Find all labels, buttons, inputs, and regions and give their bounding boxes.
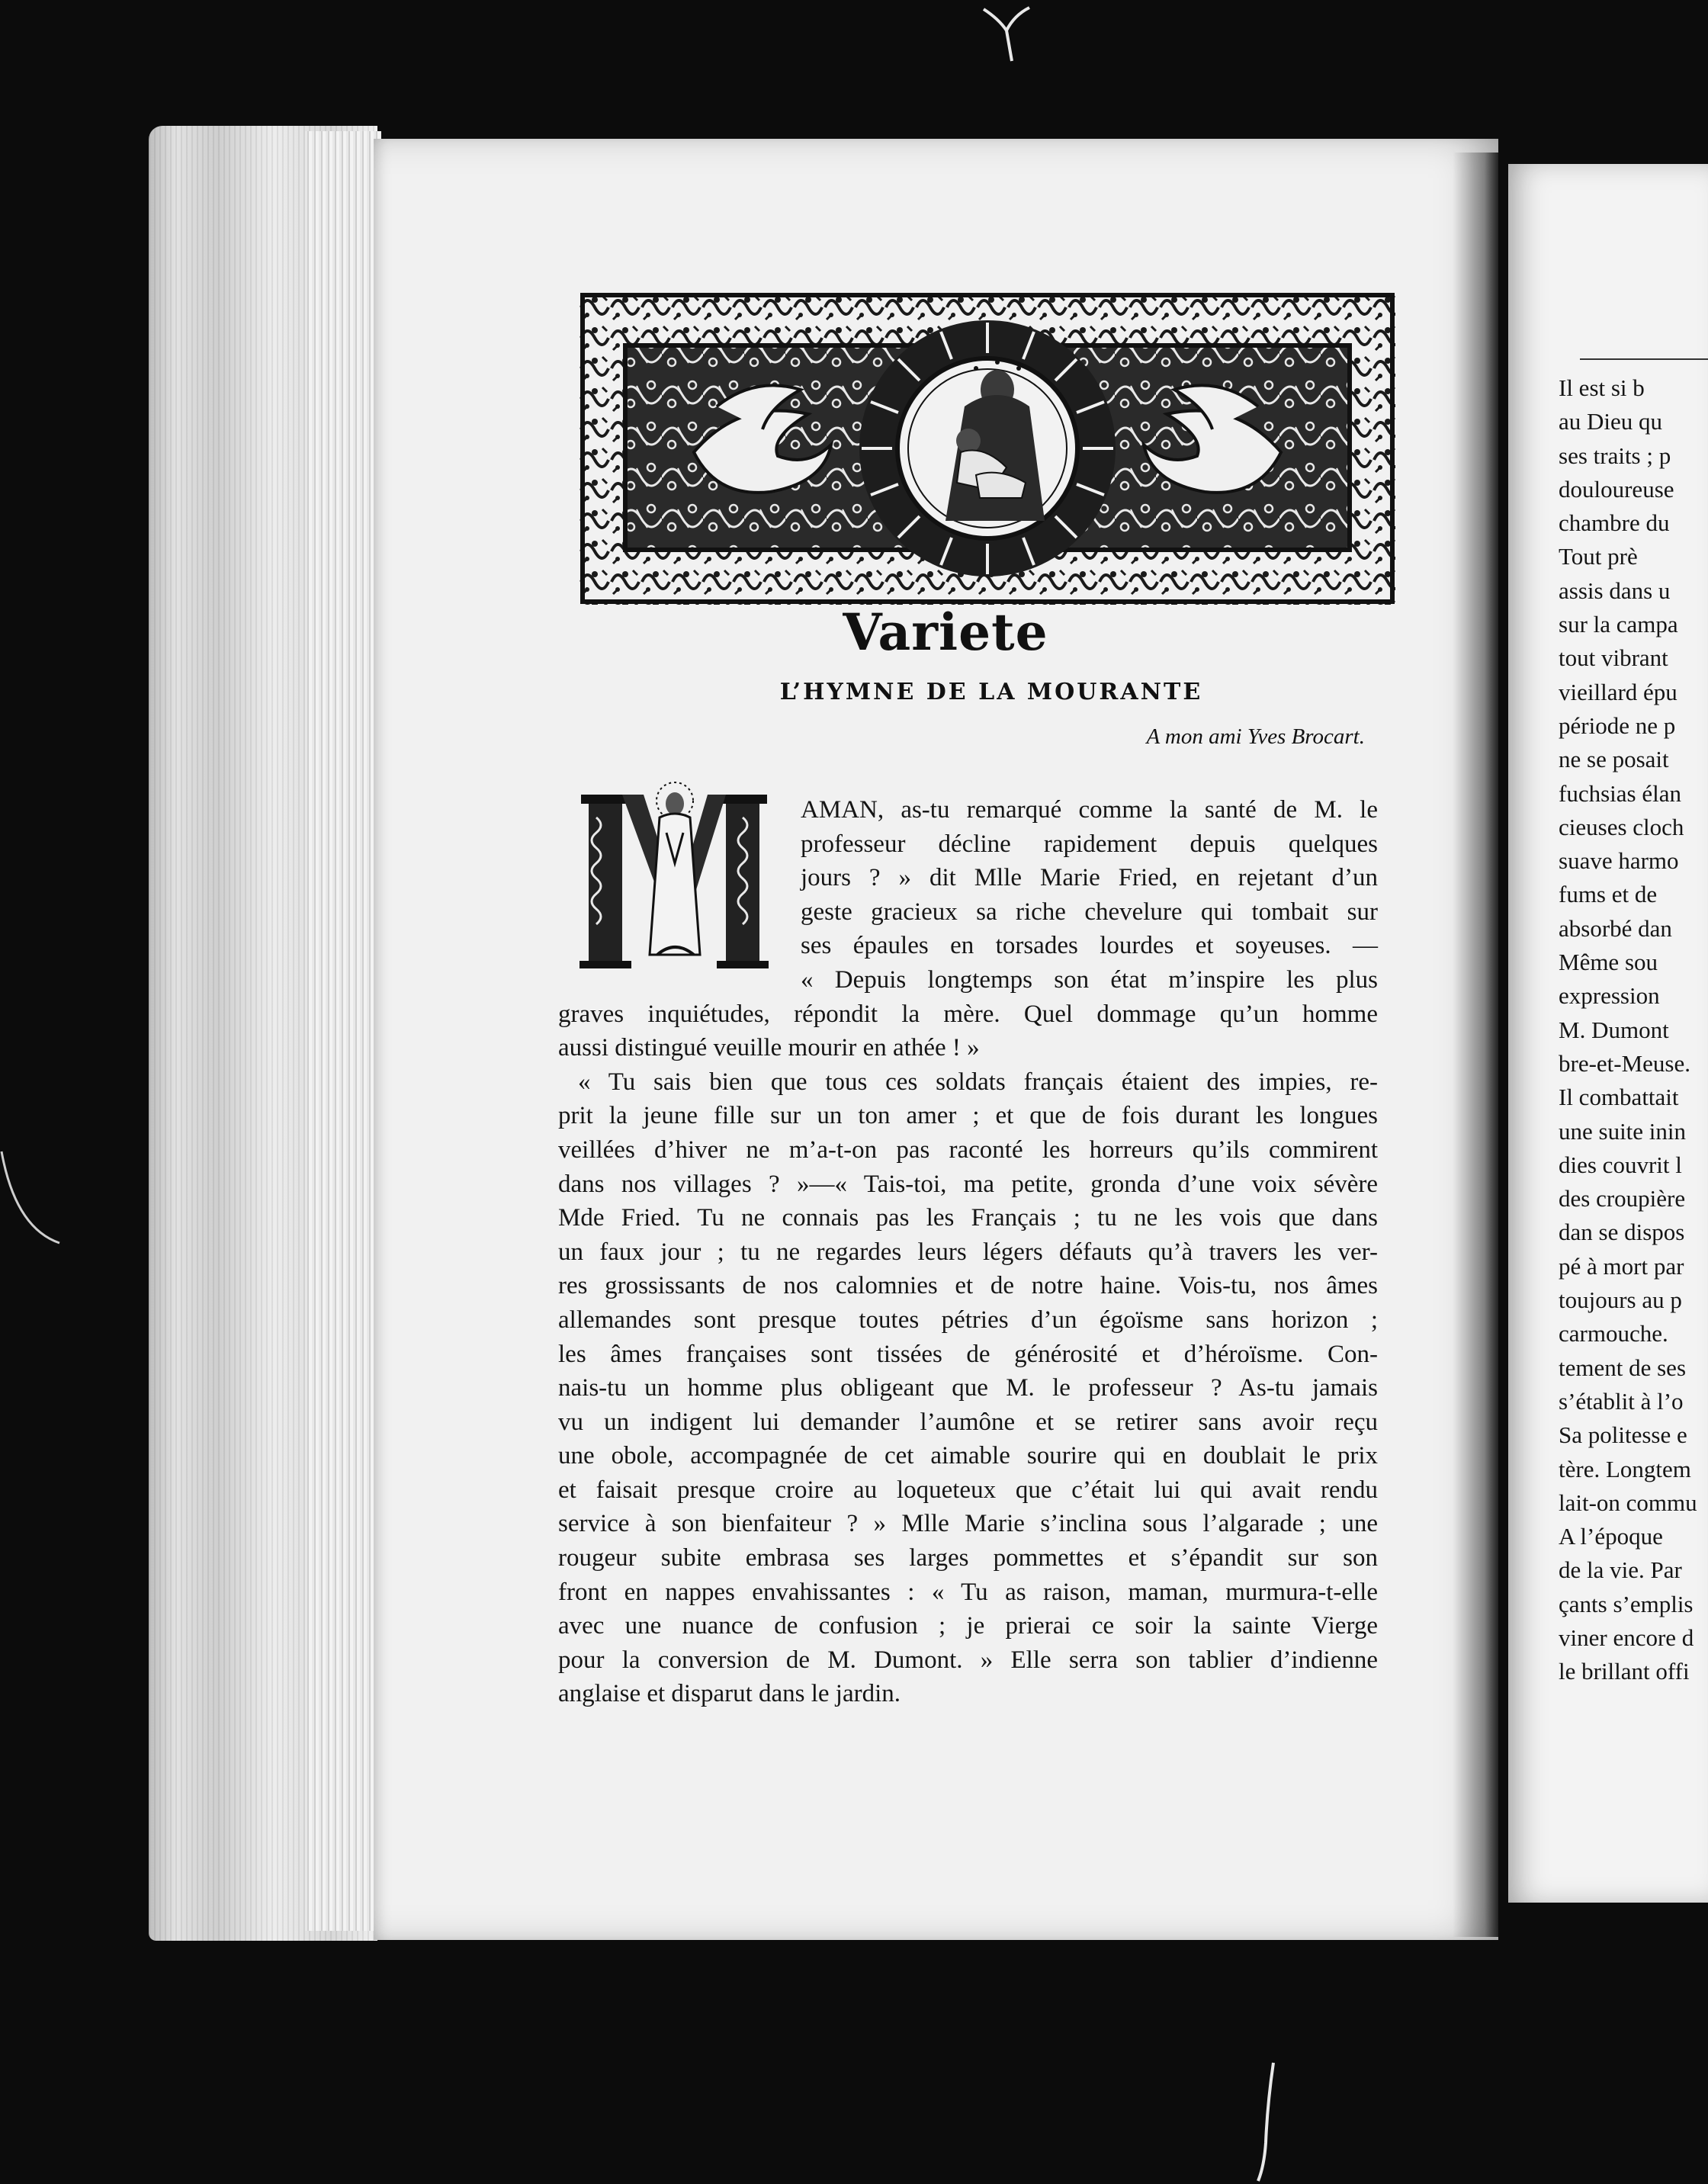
body-line: vu un indigent lui demander l’aumône et se retirer sans avoir reçu — [558, 1408, 1378, 1436]
right-page-line: des croupière — [1559, 1185, 1686, 1212]
body-line: une obole, accompagnée de cet aimable sourire qui en doublait le prix — [558, 1442, 1378, 1470]
body-line: les âmes françaises sont tissées de générosité et d’héroïsme. Con- — [558, 1340, 1378, 1368]
right-page-line: Il est si b — [1559, 374, 1645, 401]
right-page-line: cieuses cloch — [1559, 813, 1684, 840]
scan-mark — [980, 0, 1041, 69]
book-gutter — [1453, 153, 1498, 1937]
right-page-line: vieillard épu — [1559, 678, 1678, 705]
body-line: prit la jeune fille sur un ton amer ; et que de fois durant les longues — [558, 1102, 1378, 1130]
right-page-line: viner encore d — [1559, 1624, 1694, 1651]
right-page-line: Tout prè — [1559, 543, 1638, 570]
madonna-medallion — [859, 320, 1116, 577]
right-page-line: dies couvrit l — [1559, 1151, 1682, 1178]
right-page-line: au Dieu qu — [1559, 408, 1663, 435]
right-page-line: période ne p — [1559, 711, 1676, 739]
body-line: pour la conversion de M. Dumont. » Elle serra son tablier d’indienne — [558, 1646, 1378, 1674]
right-page-line: ne se posait — [1559, 746, 1669, 773]
right-page-line: Sa politesse e — [1559, 1421, 1687, 1449]
article-title: L’HYMNE DE LA MOURANTE — [779, 679, 1203, 705]
right-page-line: çants s’emplis — [1559, 1590, 1694, 1617]
right-page-line: A l’époque — [1559, 1523, 1663, 1550]
right-page-line: douloureuse — [1559, 475, 1674, 503]
body-line: « Depuis longtemps son état m’inspire les plus — [801, 965, 1378, 994]
body-line: professeur décline rapidement depuis quelques — [801, 830, 1378, 858]
body-line: avec une nuance de confusion ; je prierai ce soir la sainte Vierge — [558, 1612, 1378, 1640]
right-page-line: fums et de — [1559, 881, 1658, 908]
right-page-line: chambre du — [1559, 509, 1670, 537]
body-line: res grossissants de nos calomnies et de notre haine. Vois-tu, nos âmes — [558, 1272, 1378, 1300]
right-page-line: carmouche. — [1559, 1320, 1668, 1347]
right-page-line: tère. Longtem — [1559, 1455, 1691, 1482]
right-page-line: sur la campa — [1559, 611, 1678, 638]
right-page-line: tout vibrant — [1559, 644, 1668, 672]
body-line: AMAN, as-tu remarqué comme la santé de M. le — [801, 796, 1378, 824]
right-page-line: toujours au p — [1559, 1286, 1682, 1314]
right-page-line: une suite inin — [1559, 1117, 1687, 1145]
right-page-line: suave harmo — [1559, 847, 1679, 875]
right-page-line: Même sou — [1559, 949, 1658, 976]
body-line: graves inquiétudes, répondit la mère. Quel dommage qu’un homme — [558, 1000, 1378, 1028]
right-page-line: dan se dispos — [1559, 1219, 1685, 1246]
right-page-line: de la vie. Par — [1559, 1556, 1682, 1584]
body-line: aussi distingué veuille mourir en athée ! » — [558, 1034, 980, 1062]
body-line: rougeur subite embrasa ses larges pommettes et s’épandit sur son — [558, 1544, 1378, 1572]
body-line: veillées d’hiver ne m’a-t-on pas raconté les horreurs qu’ils commirent — [558, 1135, 1378, 1164]
right-page-line: assis dans u — [1559, 577, 1671, 604]
right-page-line: M. Dumont — [1559, 1016, 1669, 1043]
right-page-line: Il combattait — [1559, 1084, 1679, 1111]
right-page-line: absorbé dan — [1559, 914, 1672, 942]
ornamental-header-engraving — [580, 292, 1395, 605]
body-line: front en nappes envahissantes : « Tu as raison, maman, murmura-t-elle — [558, 1578, 1378, 1606]
body-line: jours ? » dit Mlle Marie Fried, en rejetant d’un — [801, 864, 1378, 892]
right-page-line: le brillant offi — [1559, 1658, 1690, 1685]
body-line: « Tu sais bien que tous ces soldats français étaient des impies, re- — [578, 1068, 1378, 1096]
right-page-line: expression — [1559, 982, 1660, 1010]
body-line: nais-tu un homme plus obligeant que M. le professeur ? As-tu jamais — [558, 1374, 1378, 1402]
dedication-line: A mon ami Yves Brocart. — [1146, 724, 1365, 749]
body-line: dans nos villages ? »—« Tais-toi, ma petite, gronda d’une voix sévère — [558, 1170, 1378, 1198]
scan-mark — [1250, 2059, 1281, 2184]
right-page-line: fuchsias élan — [1559, 779, 1681, 807]
body-line: geste gracieux sa riche chevelure qui tombait sur — [801, 898, 1378, 926]
body-line: Mde Fried. Tu ne connais pas les Français ; tu ne les vois que dans — [558, 1204, 1378, 1232]
page-edges — [305, 131, 381, 1931]
right-page-line: tement de ses — [1559, 1354, 1687, 1381]
body-line: allemandes sont presque toutes pétries d’un égoïsme sans horizon ; — [558, 1306, 1378, 1334]
right-page-line: ses traits ; p — [1559, 442, 1671, 469]
body-line: service à son bienfaiteur ? » Mlle Marie s’inclina sous l’algarade ; une — [558, 1510, 1378, 1538]
section-title: Variete — [843, 602, 1048, 662]
body-line: un faux jour ; tu ne regardes leurs légers défauts qu’à travers les ver- — [558, 1238, 1378, 1266]
right-page-rule — [1580, 358, 1708, 360]
article-body — [558, 793, 1378, 1711]
right-page-line: bre-et-Meuse. — [1559, 1049, 1690, 1077]
right-page-line: s’établit à l’o — [1559, 1387, 1684, 1415]
right-page-line: pé à mort par — [1559, 1252, 1684, 1280]
scan-mark — [0, 1144, 61, 1251]
right-page-line: lait-on commu — [1559, 1489, 1697, 1516]
body-line: ses épaules en torsades lourdes et soyeuses. — — [801, 932, 1378, 960]
right-page-text — [1559, 371, 1708, 1689]
body-line: et faisait presque croire au loqueteux que c’était lui qui avait rendu — [558, 1476, 1378, 1504]
body-line: anglaise et disparut dans le jardin. — [558, 1680, 901, 1708]
